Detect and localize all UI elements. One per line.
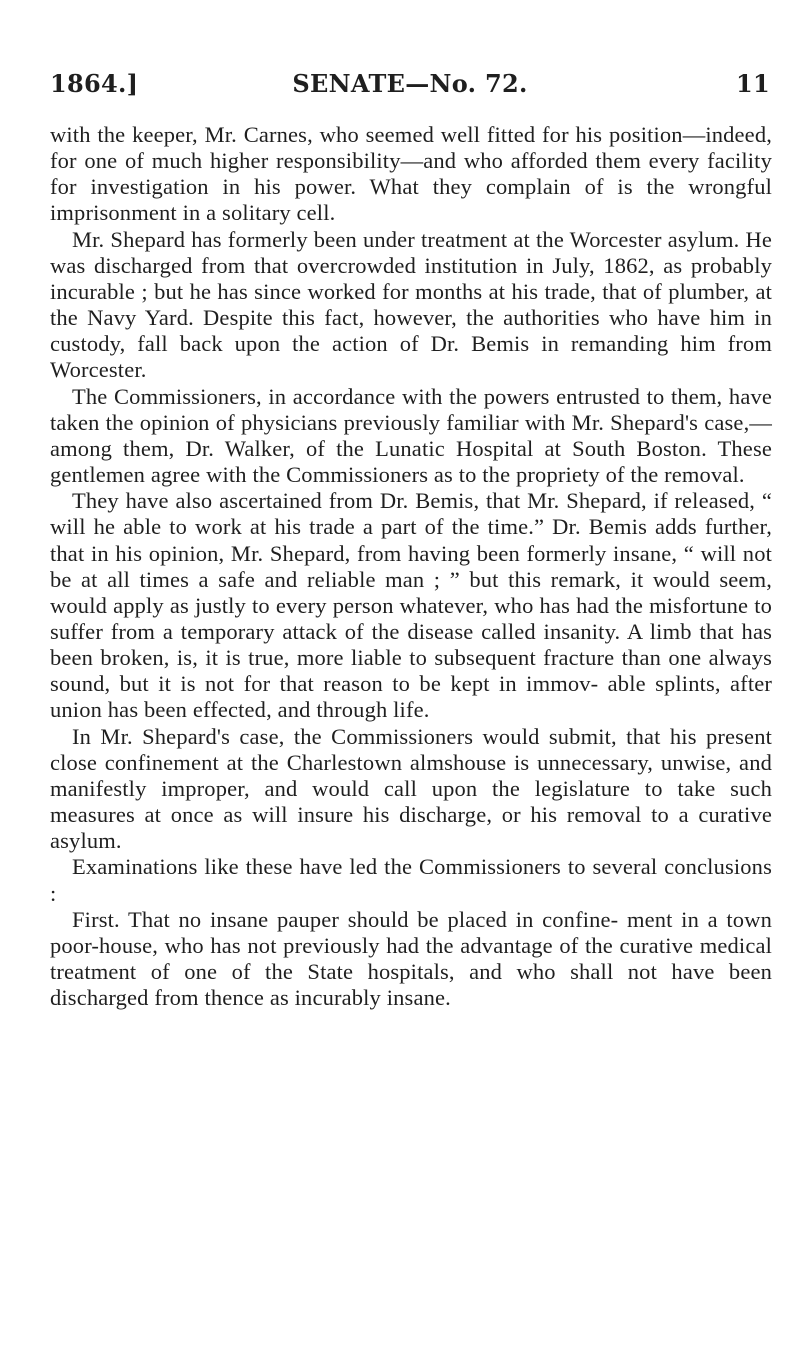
paragraph: Mr. Shepard has formerly been under treatment at the Worcester asylum. He was discharged from that overcrowded institution in July, 1862, as probably incurable ; but he has since worked for months at his trade, that of plumber, at the Navy Yard. Despite this fact, however, the authorities who have him in custody, fall back upon the action of Dr. Bemis in remanding him from Worcester. xyxy=(50,226,772,383)
page-number: 11 xyxy=(736,69,770,98)
body-text xyxy=(50,122,772,1011)
paragraph: The Commissioners, in accordance with the powers entrusted to them, have taken the opinion of physicians previously familiar with Mr. Shepard's case,—among them, Dr. Walker, of the Lunatic Hospital at South Boston. These gentlemen agree with the Commissioners as to the propriety of the removal. xyxy=(50,383,772,488)
header-year: 1864.] xyxy=(50,69,139,98)
paragraph: Examinations like these have led the Commissioners to several conclusions : xyxy=(50,854,772,906)
paragraph: In Mr. Shepard's case, the Commissioners would submit, that his present close confinement at the Charlestown almshouse is unnecessary, unwise, and manifestly improper, and would call upon the legislature to take such measures at once as will insure his discharge, or his removal to a curative asylum. xyxy=(50,723,772,854)
page-header xyxy=(50,64,770,108)
paragraph: They have also ascertained from Dr. Bemis, that Mr. Shepard, if released, “ will he able to work at his trade a part of the time.” Dr. Bemis adds further, that in his opinion, Mr. Shepard, from having been formerly insane, “ will not be at all times a safe and reliable man ; ” but this remark, it would seem, would apply as justly to every person whatever, who has had the misfortune to suffer from a temporary attack of the disease called insanity. A limb that has been broken, is, it is true, more liable to subsequent fracture than one always sound, but it is not for that reason to be kept in immov- able splints, after union has been effected, and through life. xyxy=(50,488,772,723)
header-title: SENATE—No. 72. xyxy=(292,69,528,98)
paragraph: First. That no insane pauper should be placed in confine- ment in a town poor-house, who has not previously had the advantage of the curative medical treatment of one of the State hospitals, and who shall not have been discharged from thence as incurably insane. xyxy=(50,906,772,1011)
paragraph-continuation: with the keeper, Mr. Carnes, who seemed well fitted for his position—indeed, for one of much higher responsibility—and who afforded them every facility for investigation in his power. What they complain of is the wrongful imprisonment in a solitary cell. xyxy=(50,122,772,226)
